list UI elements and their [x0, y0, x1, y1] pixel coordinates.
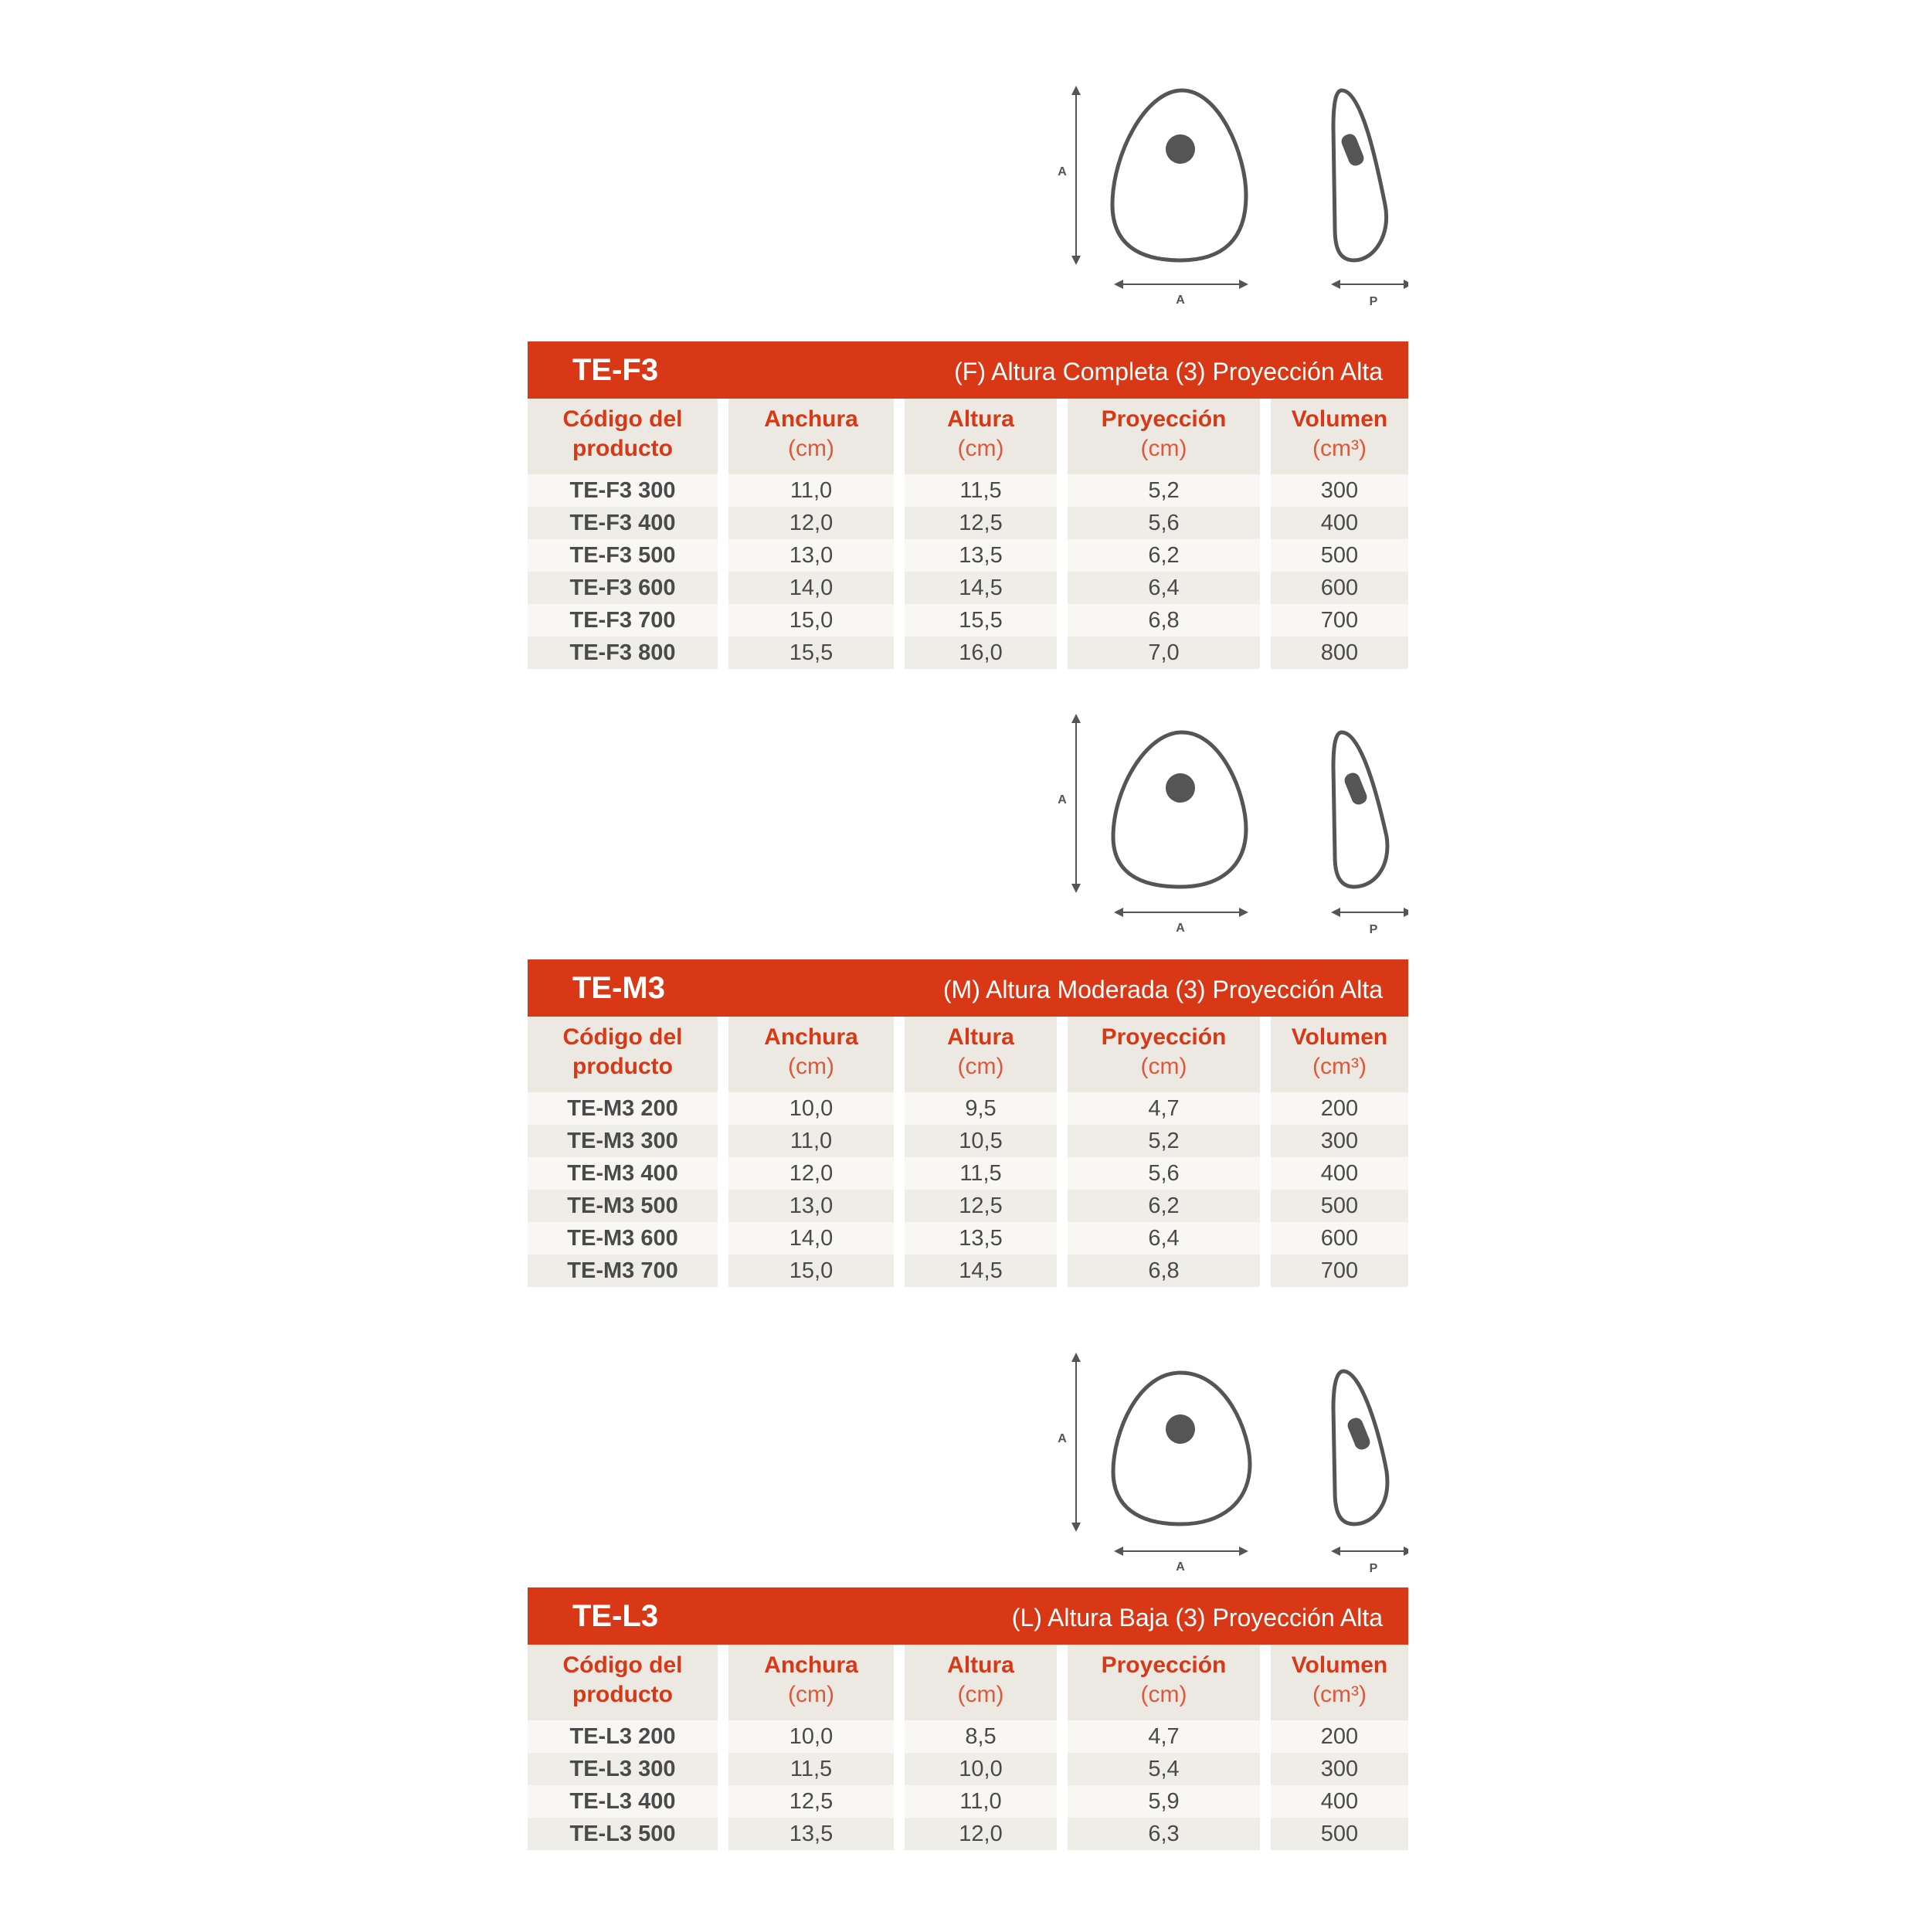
header-projection: Proyección (cm): [1068, 1017, 1260, 1092]
table-row: TE-M3 500 13,0 12,5 6,2 500: [528, 1190, 1408, 1222]
height-label: A: [1058, 793, 1067, 806]
table-row: TE-F3 700 15,0 15,5 6,8 700: [528, 604, 1408, 637]
header-volume: Volumen (cm³): [1271, 399, 1408, 474]
height-label: A: [1058, 1432, 1067, 1445]
implant-diagram-low-height: [528, 1348, 1408, 1572]
header-projection: Proyección (cm): [1068, 399, 1260, 474]
header-volume: Volumen (cm³): [1271, 1017, 1408, 1092]
width-label: A: [1176, 922, 1185, 933]
table-row: TE-M3 700 15,0 14,5 6,8 700: [528, 1255, 1408, 1287]
valve-dot: [1166, 773, 1195, 803]
section-description: (M) Altura Moderada (3) Proyección Alta: [942, 976, 1383, 1003]
section-title-bar: [528, 341, 1408, 399]
table-row: TE-L3 500 13,5 12,0 6,3 500: [528, 1818, 1408, 1850]
header-code: Código del producto: [528, 1017, 718, 1092]
width-label: A: [1176, 294, 1185, 305]
projection-label: P: [1369, 1562, 1378, 1572]
table-row: TE-L3 300 11,5 10,0 5,4 300: [528, 1753, 1408, 1785]
specs-table-te-m3: [517, 1017, 1419, 1287]
diagram-te-m3: [528, 709, 1408, 933]
specs-table-te-l3: [517, 1645, 1419, 1850]
front-view-shape: [1113, 732, 1246, 887]
header-code: Código del producto: [528, 399, 718, 474]
section-description: (L) Altura Baja (3) Proyección Alta: [1011, 1604, 1383, 1632]
section-title-bar: [528, 959, 1408, 1017]
table-row: TE-F3 500 13,0 13,5 6,2 500: [528, 539, 1408, 572]
header-code: Código del producto: [528, 1645, 718, 1720]
valve-dot: [1166, 1414, 1195, 1444]
table-row: TE-L3 400 12,5 11,0 5,9 400: [528, 1785, 1408, 1818]
side-view-shape: [1333, 90, 1387, 260]
side-view-shape: [1333, 732, 1387, 887]
valve-dot: [1166, 134, 1195, 164]
table-row: TE-F3 600 14,0 14,5 6,4 600: [528, 572, 1408, 604]
header-volume: Volumen (cm³): [1271, 1645, 1408, 1720]
header-height: Altura (cm): [905, 1017, 1057, 1092]
section-code: TE-F3: [572, 353, 659, 387]
side-valve: [1346, 1416, 1372, 1452]
header-row: [528, 1645, 1408, 1720]
header-width: Anchura (cm): [728, 1645, 894, 1720]
table-row: TE-F3 800 15,5 16,0 7,0 800: [528, 637, 1408, 669]
diagram-te-f3: [528, 81, 1408, 305]
section-description: (F) Altura Completa (3) Proyección Alta: [954, 358, 1383, 385]
header-width: Anchura (cm): [728, 1017, 894, 1092]
section-code: TE-L3: [572, 1599, 659, 1633]
implant-diagram-full-height: [528, 81, 1408, 305]
table-row: TE-M3 200 10,0 9,5 4,7 200: [528, 1092, 1408, 1125]
section-code: TE-M3: [572, 971, 665, 1005]
header-width: Anchura (cm): [728, 399, 894, 474]
height-label: A: [1058, 165, 1067, 178]
projection-label: P: [1369, 295, 1378, 305]
width-label: A: [1176, 1560, 1185, 1572]
header-row: [528, 1017, 1408, 1092]
section-title-bar: [528, 1587, 1408, 1645]
front-view-shape: [1112, 90, 1246, 260]
table-row: TE-F3 300 11,0 11,5 5,2 300: [528, 474, 1408, 507]
table-row: TE-L3 200 10,0 8,5 4,7 200: [528, 1720, 1408, 1753]
front-view-shape: [1113, 1373, 1250, 1524]
diagram-te-l3: [528, 1348, 1408, 1572]
table-row: TE-M3 600 14,0 13,5 6,4 600: [528, 1222, 1408, 1255]
header-row: [528, 399, 1408, 474]
header-height: Altura (cm): [905, 1645, 1057, 1720]
header-projection: Proyección (cm): [1068, 1645, 1260, 1720]
header-height: Altura (cm): [905, 399, 1057, 474]
projection-label: P: [1369, 923, 1378, 933]
table-row: TE-M3 400 12,0 11,5 5,6 400: [528, 1157, 1408, 1190]
table-row: TE-M3 300 11,0 10,5 5,2 300: [528, 1125, 1408, 1157]
side-valve: [1343, 771, 1369, 806]
side-valve: [1339, 132, 1366, 168]
table-row: TE-F3 400 12,0 12,5 5,6 400: [528, 507, 1408, 539]
specs-table-te-f3: [517, 399, 1419, 669]
implant-diagram-moderate-height: [528, 709, 1408, 933]
